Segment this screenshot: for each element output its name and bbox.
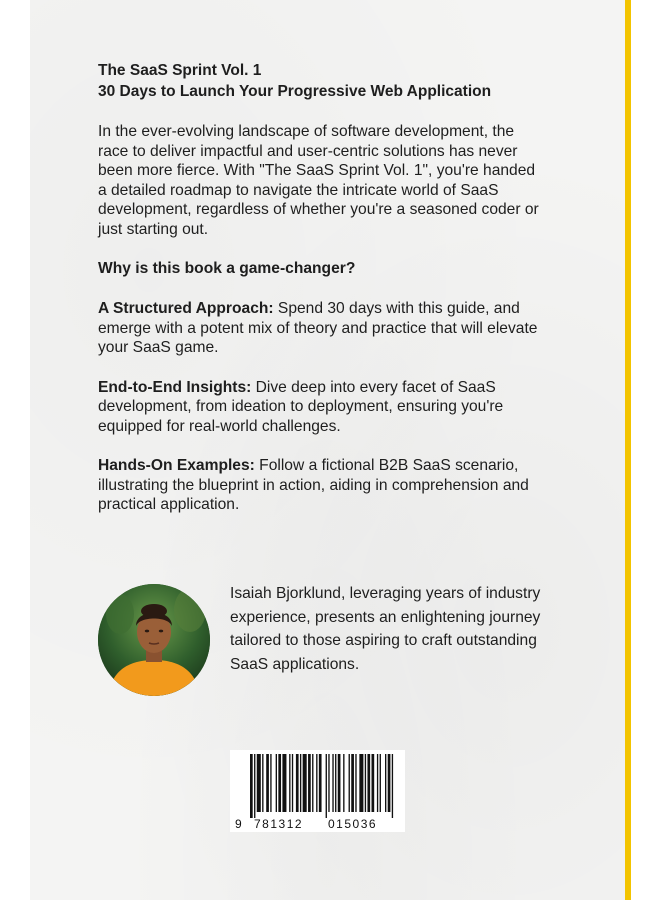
barcode-bar	[343, 754, 344, 812]
barcode-bar	[292, 754, 293, 812]
barcode-bar	[367, 754, 370, 812]
feature-text: Spend 30 days with this guide, and emerge with a potent mix of theory and practice that will elevate your SaaS game.	[98, 300, 538, 356]
barcode-bar	[308, 754, 311, 812]
barcode-bar	[388, 754, 391, 812]
barcode-bar	[296, 754, 299, 812]
author-portrait-icon	[98, 584, 210, 696]
feature-lead: Hands-On Examples:	[98, 457, 255, 474]
barcode-bar	[303, 754, 307, 812]
barcode-bar	[278, 754, 281, 812]
book-subtitle: 30 Days to Launch Your Progressive Web Application	[98, 83, 492, 100]
barcode-bar	[349, 754, 350, 812]
barcode-bar	[266, 754, 269, 812]
isbn-barcode	[230, 750, 405, 832]
book-title: The SaaS Sprint Vol. 1	[98, 62, 262, 79]
barcode-bar	[385, 754, 386, 812]
barcode-digits-right: 015036	[328, 817, 378, 831]
barcode-bar	[276, 754, 277, 812]
barcode-bar	[257, 754, 261, 812]
barcode-bar	[282, 754, 286, 812]
barcode-bar	[254, 754, 255, 818]
feature-text: Dive deep into every facet of SaaS development, from ideation to deployment, ensuring you're equipped for real-world challenges.	[98, 378, 504, 435]
barcode-bar	[359, 754, 363, 812]
author-photo	[98, 584, 210, 696]
barcode-bar	[392, 754, 393, 818]
barcode-bar	[332, 754, 333, 812]
barcode-bar	[328, 754, 329, 812]
feature-lead: A Structured Approach:	[98, 300, 274, 317]
author-section	[98, 582, 558, 702]
back-cover-text	[98, 60, 548, 535]
barcode-bar	[319, 754, 322, 812]
section-question: Why is this book a game-changer?	[98, 260, 356, 277]
barcode-bar	[270, 754, 271, 812]
barcode-bar	[312, 754, 313, 812]
barcode-bar	[262, 754, 263, 812]
barcode-digits-left: 781312	[254, 817, 304, 831]
barcode-bar	[338, 754, 341, 812]
feature-end-to-end-insights	[98, 378, 548, 437]
barcode-bar	[372, 754, 375, 812]
intro-paragraph: In the ever-evolving landscape of software development, the race to deliver impactful and user-centric solutions has never been more fierce. With "The SaaS Sprint Vol. 1", you're handed a detailed roadmap to navigate the intricate world of SaaS development, regardless of whether you're a seasoned coder or just starting out.	[98, 123, 539, 238]
feature-lead: End-to-End Insights:	[98, 378, 252, 396]
barcode-digit-first: 9	[235, 817, 242, 831]
barcode-bar	[380, 754, 381, 812]
feature-hands-on-examples	[98, 456, 548, 515]
barcode-icon	[230, 750, 405, 832]
title-block	[98, 60, 548, 102]
barcode-bar	[289, 754, 290, 812]
barcode-bar	[335, 754, 336, 812]
author-bio: Isaiah Bjorklund, leveraging years of industry experience, presents an enlightening journey tailored to those aspiring to craft outstanding SaaS applications.	[230, 585, 541, 673]
barcode-bar	[355, 754, 356, 812]
spine-accent-stripe	[625, 0, 631, 900]
feature-text: Follow a fictional B2B SaaS scenario, illustrating the blueprint in action, aiding in comprehension and practical application.	[98, 457, 529, 513]
barcode-bar	[326, 754, 327, 818]
barcode-bar	[365, 754, 366, 812]
feature-structured-approach	[98, 299, 548, 358]
barcode-bar	[351, 754, 354, 812]
barcode-bar	[316, 754, 317, 812]
barcode-bars	[250, 754, 393, 818]
barcode-bar	[250, 754, 253, 818]
barcode-bar	[377, 754, 378, 812]
barcode-bar	[300, 754, 301, 812]
